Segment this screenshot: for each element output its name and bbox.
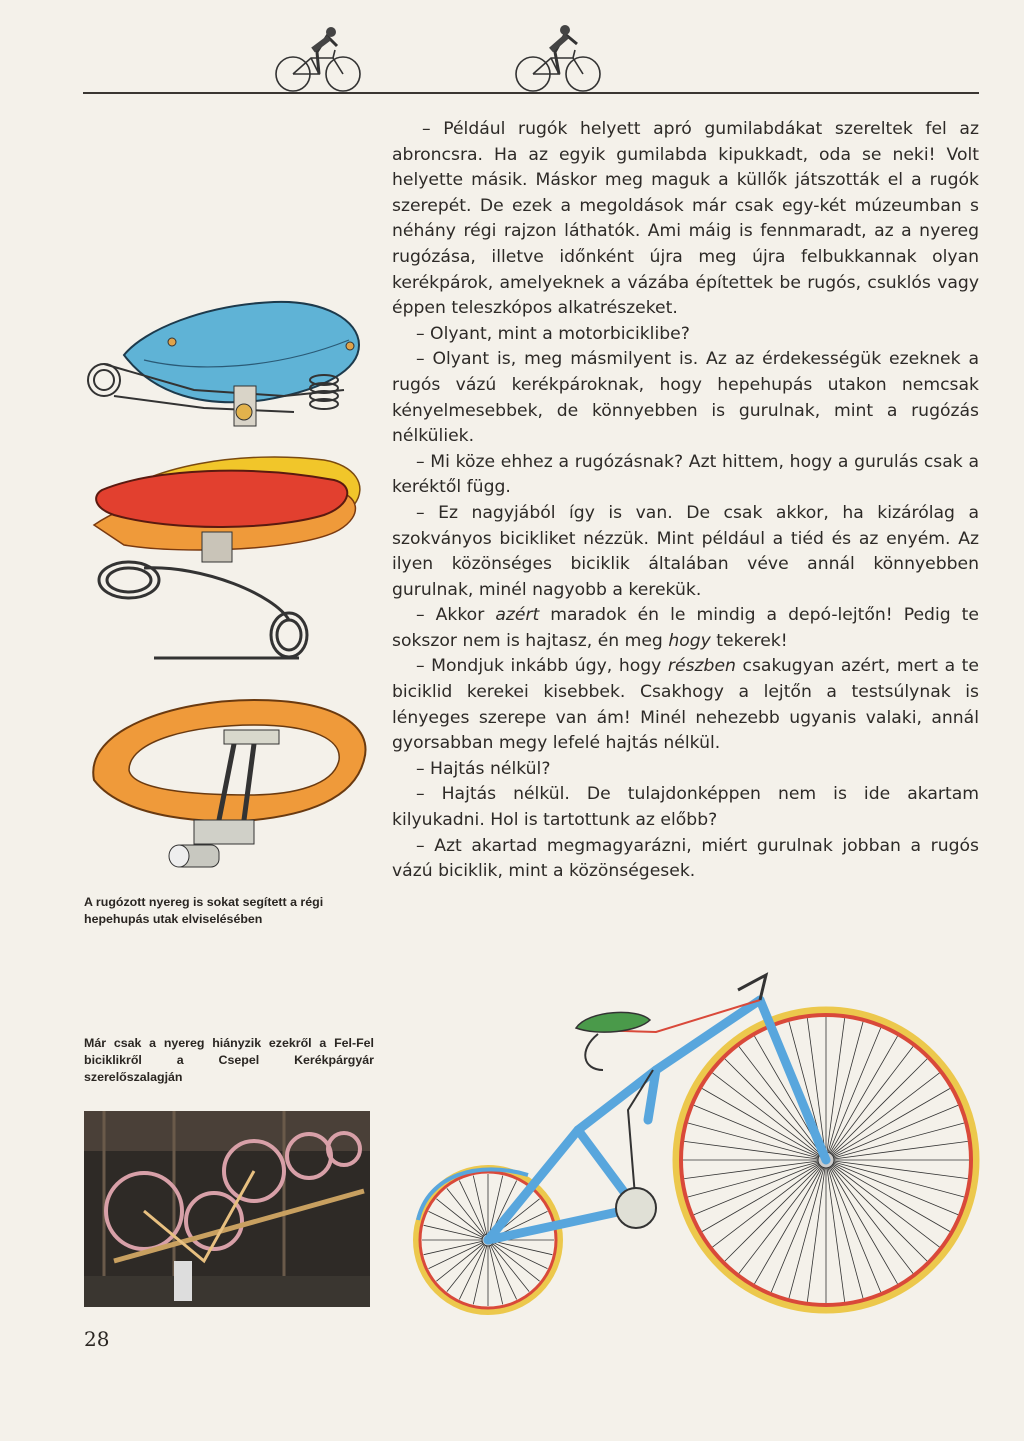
text-run: – Hajtás nélkül. De tulajdonképpen nem is ide akartam kilyukadni. Hol is tartottunk az előbb? xyxy=(392,784,979,831)
body-text xyxy=(392,117,979,885)
text-run: – Akkor xyxy=(416,605,496,626)
saddle-caption: A rugózott nyereg is sokat segített a régi hepehupás utak elviselésében xyxy=(84,895,324,926)
text-run: – Azt akartad megmagyarázni, miért gurulnak jobban a rugós vázú biciklik, mint a közönségesek. xyxy=(392,835,979,882)
spoke xyxy=(725,1059,826,1160)
emphasis-text: azért xyxy=(495,605,540,626)
spoke xyxy=(826,1160,898,1284)
spoke xyxy=(459,1240,488,1299)
spoke xyxy=(789,1160,826,1298)
text-run: – Olyant, mint a motorbiciklibe? xyxy=(416,323,690,344)
paragraph xyxy=(392,347,979,449)
spring-frame-bicycle xyxy=(388,970,980,1315)
paragraph xyxy=(392,782,979,833)
paragraph xyxy=(392,117,979,322)
paragraph xyxy=(392,450,979,501)
spoke xyxy=(429,1240,488,1269)
bike-frame xyxy=(488,1000,826,1240)
spoke xyxy=(826,1036,898,1160)
text-run: maradok én le mindig a depó-lejtőn! Pedig te sokszor nem is hajtasz, én meg xyxy=(392,605,979,651)
spoke xyxy=(826,1160,958,1215)
spoke xyxy=(688,1160,826,1197)
text-run: – Például rugók helyett apró gumilabdákat szereltek fel az abroncsra. Ha az egyik gumilabda kipukkadt, oda se neki! Volt helyette másik. Máskor meg maguk a küllők játszották el a rugók szerepét. De ezek a megoldások már csak egy-két múzeumban s néhány régi rajzon láthatók. Ami máig is fennmaradt, az a nyereg rugózása, illetve időnként újra meg újra felbukkannak olyan kerékpárok, amelyeknek a vázába építettek be rugós, csuklós vagy éppen teleszkópos alkatrészeket. xyxy=(392,119,979,319)
header-rule xyxy=(83,92,979,94)
spoke xyxy=(826,1028,881,1160)
text-run: – Hajtás nélkül? xyxy=(416,758,551,779)
red-spring-saddle xyxy=(94,457,360,658)
spoke xyxy=(429,1211,488,1240)
paragraph xyxy=(392,322,979,348)
assembly-line-photo xyxy=(84,1111,370,1307)
paragraph xyxy=(392,501,979,603)
saddle-illustrations xyxy=(84,300,374,885)
emphasis-text: részben xyxy=(667,656,736,677)
paragraph xyxy=(392,834,979,885)
spoke xyxy=(694,1160,826,1215)
spoke xyxy=(826,1160,964,1197)
spoke xyxy=(488,1240,547,1269)
cyclist-icon xyxy=(273,22,363,94)
cyclist-icon xyxy=(513,22,603,94)
ring-saddle xyxy=(93,700,365,867)
photo-caption: Már csak a nyereg hiányzik ezekről a Fel-Fel biciklikről a Csepel Kerékpárgyár szerelőszalagján xyxy=(84,1036,374,1084)
spoke xyxy=(826,1160,950,1232)
text-run: tekerek! xyxy=(710,630,788,651)
spoke xyxy=(826,1059,927,1160)
spoke xyxy=(826,1105,958,1160)
text-run: – Mi köze ehhez a rugózásnak? Azt hittem, hogy a gurulás csak a keréktől függ. xyxy=(392,451,979,498)
spoke xyxy=(826,1089,950,1161)
text-run: csakugyan azért, mert a te biciklid kerekei kisebbek. Csakhogy a lejtőn a testsúlynak is lényeges szerepe van ám! Minél nehezebb ugyanis valaki, annál gyorsabban megy lefelé hajtás nélkül. xyxy=(392,656,979,754)
spoke xyxy=(702,1160,826,1232)
spoke xyxy=(459,1181,488,1240)
spoke xyxy=(826,1160,927,1261)
paragraph xyxy=(392,603,979,654)
spoke xyxy=(826,1160,881,1292)
spoke xyxy=(826,1123,964,1160)
spoke xyxy=(826,1022,863,1160)
spoke xyxy=(688,1123,826,1160)
blue-spring-saddle xyxy=(88,302,359,426)
page-number: 28 xyxy=(84,1327,110,1351)
spoke xyxy=(771,1160,826,1292)
emphasis-text: hogy xyxy=(668,630,711,651)
text-run: – Olyant is, meg másmilyent is. Az az érdekességük ezeknek a rugós vázú kerékpároknak, hogy hepehupás utakon nemcsak kényelmesebbek, de könnyebben is gurulnak, mint a rugózás nélküliek. xyxy=(392,349,979,447)
spoke xyxy=(755,1160,827,1284)
text-run: – Mondjuk inkább úgy, hogy xyxy=(416,656,668,677)
paragraph xyxy=(392,757,979,783)
spoke xyxy=(488,1240,517,1299)
spoke xyxy=(826,1160,863,1298)
spoke xyxy=(725,1160,826,1261)
paragraph xyxy=(392,654,979,756)
text-run: – Ez nagyjából így is van. De csak akkor, ha kizárólag a szokványos bicikliket nézzük. Mint például a tiéd és az enyém. Az ilyen közönséges biciklik általában véve annál könnyebben gurulnak, minél nagyobb a kerekük. xyxy=(392,502,979,600)
